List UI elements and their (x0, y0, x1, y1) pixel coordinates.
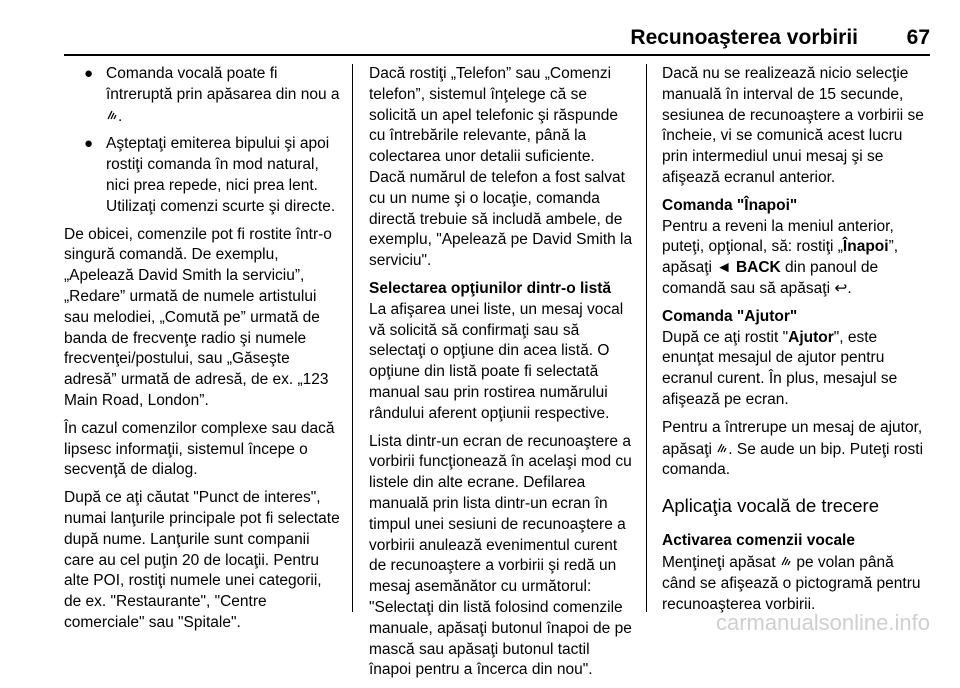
column-2 (369, 64, 633, 688)
bullet-dot: ● (84, 135, 94, 153)
bullet-list (64, 64, 340, 218)
voice-icon (716, 439, 728, 460)
page-title: Recunoaşterea vorbirii (630, 26, 858, 49)
paragraph: Dacă rostiţi „Telefon” sau „Comenzi telefon”, sistemul înţelege că se solicită un apel telefonic şi răspunde cu întrebările relevante, până la colectarea unor detalii suficiente. Dacă numărul de telefon a fost salvat cu un nume şi o locaţie, comanda directă trebuie să includă ambele, de exemplu, "Apelează pe David Smith la serviciu". (369, 65, 633, 270)
paragraph (662, 418, 930, 481)
section-title: Aplicaţia vocală de trecere (662, 495, 879, 517)
text-run: pe volan până când se afişează o pictogramă pentru recunoaşterea vorbirii. (662, 553, 921, 613)
subheading: Activarea comenzii vocale (662, 532, 855, 550)
text-run: ”, apăsaţi (662, 238, 899, 277)
help-command-section (662, 307, 930, 411)
paragraph: Lista dintr-un ecran de recunoaştere a vorbirii funcţionează în acelaşi mod cu listele din alte ecrane. Defilarea manuală prin lista dintr-un ecran în timpul unei sesiuni de recunoaştere a vorbirii anulează evenimentul curent de recunoaştere a vorbirii şi redă un mesaj asemănător cu următorul: "Selectaţi din listă folosind comenzile manuale, apăsaţi butonul înapoi de pe mască sau apăsaţi butonul tactil înapoi pentru a încerca din nou". (369, 432, 632, 679)
bullet-dot: ● (84, 65, 94, 82)
voice-icon (106, 106, 118, 127)
column-1 (64, 64, 340, 641)
bullet-text: Aşteptaţi emiterea bipului şi apoi rostiţi comanda în mod natural, nici prea repede, nici prea lent. Utilizaţi comenzi scurte şi directe. (106, 135, 336, 215)
paragraph: Dacă nu se realizează nicio selecţie manuală în interval de 15 secunde, sesiunea de recunoaştere a vorbirii se încheie, vi se comunică acest lucru prin intermediul unui mesaj şi se afişează ecranul anterior. (662, 65, 924, 186)
watermark: carmanualsonline.info (715, 610, 930, 635)
back-key-label: ◄ BACK (716, 259, 781, 277)
subheading: Comanda "Ajutor" (662, 307, 798, 325)
page-number: 67 (906, 26, 930, 49)
keyword: Înapoi (842, 238, 889, 256)
text-run: După ce aţi rostit " (662, 328, 789, 346)
text-run: din panoul de comandă sau să apăsaţi (662, 259, 879, 297)
paragraph: De obicei, comenzile pot fi rostite într-o singură comandă. De exemplu, „Apelează David Smith la serviciu”, „Redare” urmată de numele artistului sau melodiei, „Comută pe” urmată de banda de frecvenţe radio şi numele frecvenţei/postului, sau „Găseşte adresă” urmată de adresă, de ex. „123 Main Road, London”. (64, 225, 332, 409)
bullet-suffix: . (118, 107, 123, 125)
subheading: Selectarea opţiunilor dintr-o listă (369, 279, 612, 297)
text-run: ", este enunţat mesajul de ajutor pentru ecranul curent. În plus, mesajul se afişează pe ecran. (662, 328, 898, 408)
paragraph: La afişarea unei liste, un mesaj vocal vă solicită să confirmaţi sau să selectaţi o opţiune din acea listă. O opţiune din listă poate fi selectată manual sau prin rostirea numărului rândului aferent opţiunii respective. (369, 300, 624, 422)
list-selection-section (369, 279, 633, 425)
column-3 (662, 64, 930, 622)
text-run: . Se aude un bip. Puteţi rosti comanda. (662, 440, 924, 479)
column-divider (646, 64, 647, 612)
page-header (64, 20, 930, 56)
voice-icon (780, 552, 792, 573)
keyword: Ajutor (788, 328, 834, 346)
bullet-item (64, 134, 340, 217)
text-run: Menţineţi apăsat (662, 553, 776, 571)
text-run: . (847, 279, 852, 297)
bullet-item (64, 64, 340, 127)
paragraph: După ce aţi căutat "Punct de interes", numai lanţurile principale pot fi selectate după nume. Lanţurile sunt companii care au cel puţin 20 de locaţii. Pentru alte POI, rostiţi numele unei categorii, de ex. "Restaurante", "Centre comerciale" sau "Spitale". (64, 489, 340, 631)
text-run: Pentru a reveni la meniul anterior, puteţi, opţional, să: rostiţi „ (662, 217, 894, 256)
paragraph: În cazul comenzilor complexe sau dacă lipsesc informaţii, sistemul începe o secvenţă de dialog. (64, 419, 335, 479)
subheading: Comanda "Înapoi" (662, 196, 798, 214)
back-command-section (662, 196, 930, 300)
activate-section (662, 531, 930, 615)
text-run: Pentru a întrerupe un mesaj de ajutor, apăsaţi (662, 418, 923, 458)
back-arrow-icon: ↩ (834, 279, 848, 297)
bullet-text: Comanda vocală poate fi întreruptă prin apăsarea din nou a (106, 65, 340, 103)
column-divider (352, 64, 353, 612)
